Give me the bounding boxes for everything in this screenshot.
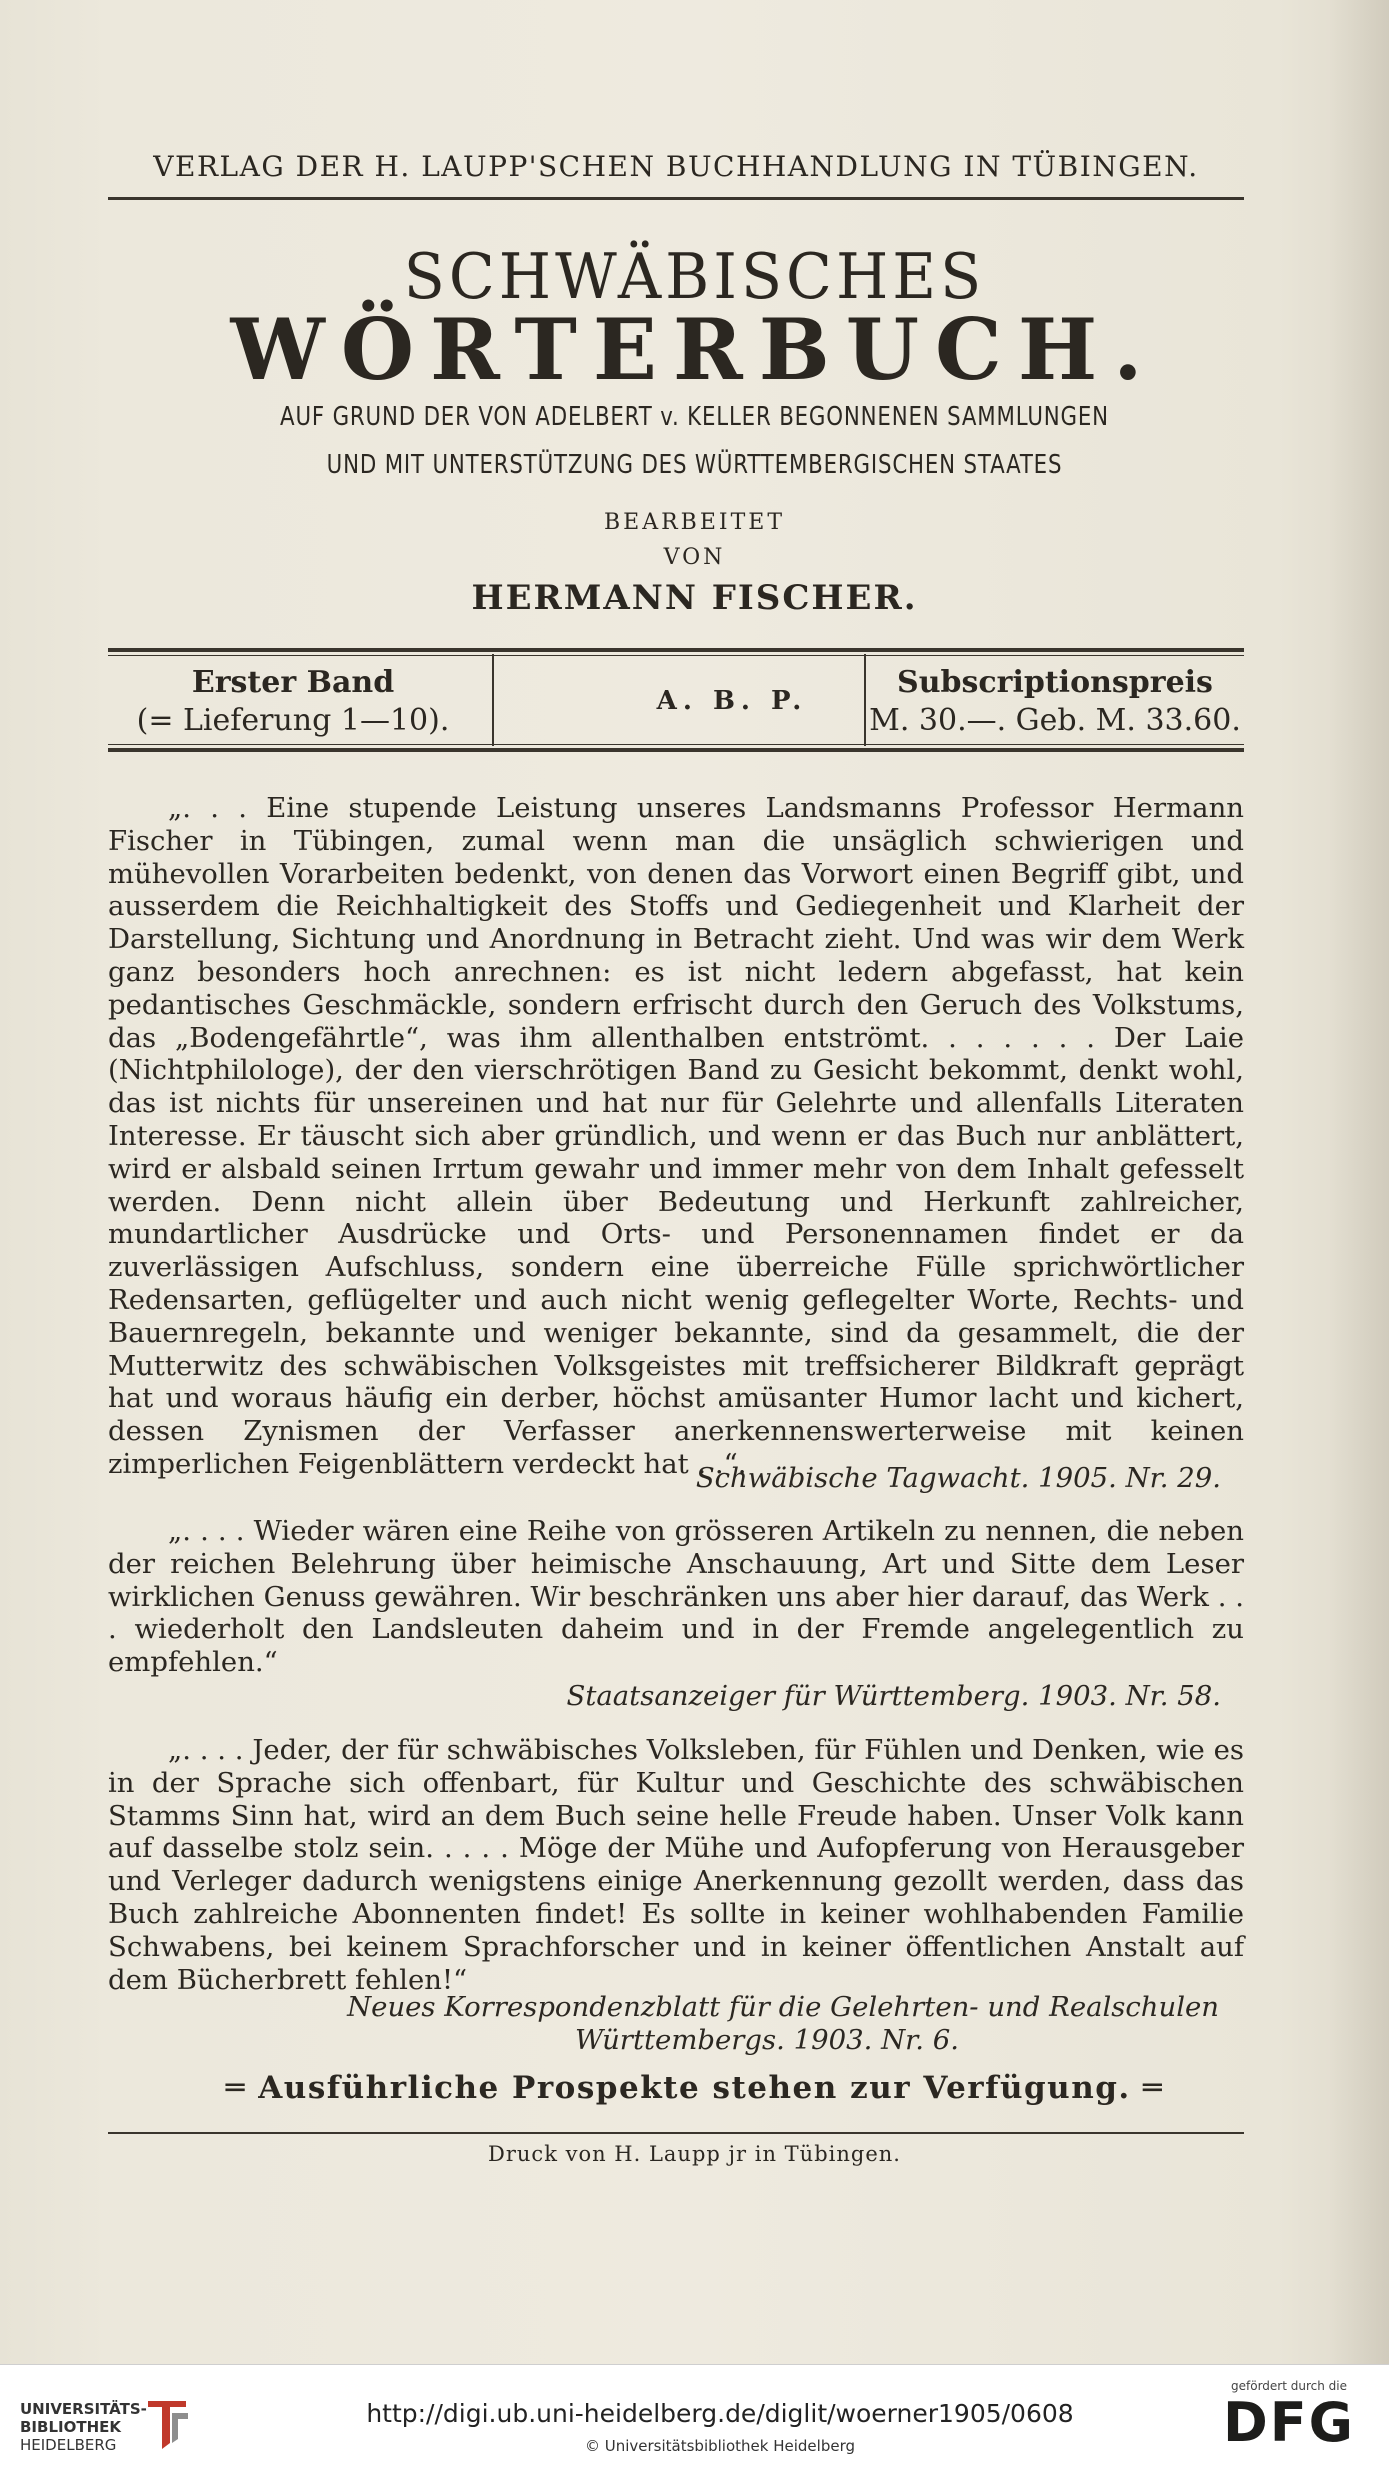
price-label: Subscriptionspreis xyxy=(897,665,1213,700)
volume-letters: A. B. P. xyxy=(656,686,808,716)
volume-issues: (= Lieferung 1—10). xyxy=(136,703,450,738)
price-value: M. 30.—. Geb. M. 33.60. xyxy=(869,703,1241,738)
library-name xyxy=(20,2400,147,2454)
prospectus-notice: ═ Ausführliche Prospekte stehen zur Verfügung. ═ xyxy=(225,2070,1164,2106)
printer-line: Druck von H. Laupp jr in Tübingen. xyxy=(488,2142,901,2166)
quote-1 xyxy=(108,792,1244,1481)
subtitle-line-2: UND MIT UNTERSTÜTZUNG DES WÜRTTEMBERGISCHEN STAATES xyxy=(326,450,1063,480)
library-line-1: UNIVERSITÄTS- xyxy=(20,2400,147,2418)
quote-3-source-line-1: Neues Korrespondenzblatt für die Gelehrten- und Realschulen xyxy=(347,1991,1219,2023)
quote-2-text: „. . . . Wieder wären eine Reihe von grösseren Artikeln zu nennen, die neben der reichen Belehrung über heimische Anschauung, Art und Sitte dem Leser wirklichen Genuss gewähren. Wir beschränken uns aber hier darauf, das Werk . . . wiederholt den Landsleuten daheim und in der Fremde angelegentlich zu empfehlen.“ xyxy=(108,1515,1244,1679)
publisher-line: VERLAG DER H. LAUPP'SCHEN BUCHHANDLUNG IN TÜBINGEN. xyxy=(153,150,1199,183)
quote-2 xyxy=(108,1515,1244,1679)
title-line-2: WÖRTERBUCH. xyxy=(230,300,1159,399)
quote-3 xyxy=(108,1734,1244,1996)
quote-1-source: Schwäbische Tagwacht. 1905. Nr. 29. xyxy=(695,1462,1221,1494)
sponsor-block xyxy=(1219,2379,1359,2453)
table-bottom-rule-thin xyxy=(108,744,1244,745)
volume-cell xyxy=(108,664,478,740)
subtitle-line-1: AUF GRUND DER VON ADELBERT v. KELLER BEGONNENEN SAMMLUNGEN xyxy=(280,402,1109,432)
edited-label: BEARBEITET xyxy=(603,510,785,535)
sponsor-label: gefördert durch die xyxy=(1231,2379,1347,2393)
digitization-footer xyxy=(0,2364,1389,2470)
volume-label: Erster Band xyxy=(191,665,395,700)
price-cell xyxy=(866,664,1244,740)
copyright-notice: © Universitätsbibliothek Heidelberg xyxy=(584,2437,855,2455)
table-top-rule xyxy=(108,648,1244,652)
library-logo-icon xyxy=(142,2393,192,2451)
quote-3-text: „. . . . Jeder, der für schwäbisches Volksleben, für Fühlen und Denken, wie es in der Sprache sich offenbart, für Kultur und Geschichte des schwäbischen Stamms Sinn hat, wird an dem Buch seine helle Freude haben. Unser Volk kann auf dasselbe stolz sein. . . . . Möge der Mühe und Aufopferung von Herausgeber und Verleger dadurch wenigstens einige Anerkennung gezollt werden, dass das Buch zahlreiche Abonnenten findet! Es sollte in keiner wohlhabenden Familie Schwabens, bei keinem Sprachforscher und in keiner öffentlichen Anstalt auf dem Bücherbrett fehlen!“ xyxy=(108,1734,1244,1996)
dfg-logo: DFG xyxy=(1222,2391,1356,2454)
by-label: VON xyxy=(663,545,726,570)
permalink-url[interactable]: http://digi.ub.uni-heidelberg.de/diglit/woerner1905/0608 xyxy=(366,2399,1074,2428)
bottom-rule xyxy=(108,2132,1244,2134)
quote-2-source: Staatsanzeiger für Württemberg. 1903. Nr. 58. xyxy=(566,1680,1221,1712)
quote-3-source-line-2: Württembergs. 1903. Nr. 6. xyxy=(574,2024,959,2056)
volume-table xyxy=(108,648,1244,752)
author-name: HERMANN FISCHER. xyxy=(471,578,918,618)
title-line-1: SCHWÄBISCHES xyxy=(403,240,986,314)
library-line-2: BIBLIOTHEK xyxy=(20,2418,121,2436)
table-bottom-rule xyxy=(108,748,1244,752)
table-top-rule-thin xyxy=(108,655,1244,656)
top-rule xyxy=(108,197,1244,200)
quote-1-text: „. . . Eine stupende Leistung unseres Landsmanns Professor Hermann Fischer in Tübingen, zumal wenn man die unsäglich schwierigen und mühevollen Vorarbeiten bedenkt, von denen das Vorwort einen Begriff gibt, und ausserdem die Reichhaltigkeit des Stoffs und Gediegenheit und Klarheit der Darstellung, Sichtung und Anordnung in Betracht zieht. Und was wir dem Werk ganz besonders hoch anrechnen: es ist nicht ledern abgefasst, hat kein pedantisches Geschmäckle, sondern erfrischt durch den Geruch des Volkstums, das „Bodengefährtle“, was ihm allenthalben entströmt. . . . . . . Der Laie (Nichtphilologe), der den vierschrötigen Band zu Gesicht bekommt, denkt wohl, das ist nichts für unsereinen und hat nur für Gelehrte und allenfalls Literaten Interesse. Er täuscht sich aber gründlich, und wenn er das Buch nur anblättert, wird er alsbald seinen Irrtum gewahr und immer mehr von dem Inhalt gefesselt werden. Denn nicht allein über Bedeutung und Herkunft zahlreicher, mundartlicher Ausdrücke und Orts- und Personennamen findet er da zuverlässigen Aufschluss, sondern eine überreiche Fülle sprichwörtlicher Redensarten, geflügelter und auch nicht wenig geflegelter Worte, Rechts- und Bauernregeln, bekannte und weniger bekannte, sind da gesammelt, die der Mutterwitz des schwäbischen Volksgeistes mit treffsicherer Bildkraft geprägt hat und woraus häufig ein derber, höchst amüsanter Humor lacht und kichert, dessen Zynismen der Verfasser anerkennenswerterweise mit keinen zimperlichen Feigenblättern verdeckt hat . .“. xyxy=(108,792,1244,1480)
library-line-3: HEIDELBERG xyxy=(20,2436,117,2454)
